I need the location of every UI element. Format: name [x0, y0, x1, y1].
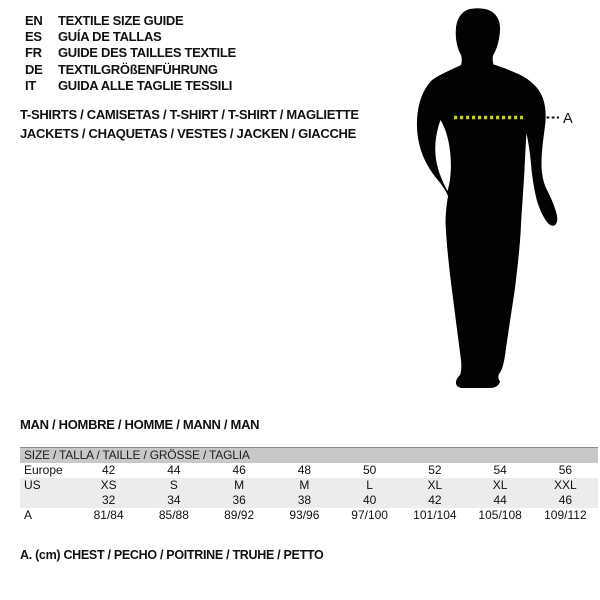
language-code: DE: [25, 61, 43, 77]
language-row: [25, 29, 236, 45]
man-silhouette: [417, 8, 557, 388]
language-label: GUÍA DE TALLAS: [58, 29, 162, 45]
table-cell: 56: [558, 463, 573, 477]
table-cell: L: [366, 478, 373, 492]
garment-categories: [20, 106, 359, 143]
category-line-tshirts: T-SHIRTS / CAMISETAS / T-SHIRT / T-SHIRT / MAGLIETTE: [20, 107, 359, 122]
row-label: [20, 493, 76, 508]
language-label: GUIDE DES TAILLES TEXTILE: [58, 45, 236, 61]
table-cell: 109/112: [544, 508, 587, 522]
table-cell: 42: [428, 493, 442, 507]
table-cell: 44: [167, 463, 181, 477]
table-cell: 105/108: [478, 508, 522, 522]
table-cell: XL: [492, 478, 508, 492]
language-row: [25, 45, 236, 61]
table-row-uk: [20, 493, 598, 508]
size-table: [20, 447, 598, 523]
table-cell: 48: [297, 463, 312, 477]
language-label: GUIDA ALLE TAGLIE TESSILI: [58, 77, 233, 93]
language-legend: [25, 13, 236, 94]
table-row-chest-a: [20, 508, 598, 523]
table-cell: 89/92: [224, 508, 255, 522]
table-cell: XXL: [554, 478, 577, 492]
measurement-footnote: A. (cm) CHEST / PECHO / POITRINE / TRUHE / PETTO: [20, 548, 324, 562]
row-label: Europe: [24, 463, 63, 477]
man-silhouette-figure: [390, 0, 600, 420]
table-cell: 52: [428, 463, 442, 477]
language-label: TEXTILE SIZE GUIDE: [58, 13, 184, 28]
table-cell: 34: [167, 493, 181, 507]
table-row-europe: [20, 463, 598, 478]
table-cell: 97/100: [351, 508, 388, 522]
table-cell: 101/104: [413, 508, 457, 522]
table-cell: 50: [362, 463, 377, 477]
table-cell: 40: [362, 493, 377, 507]
table-cell: 38: [297, 493, 312, 507]
row-label: A: [24, 508, 33, 522]
language-row: [25, 62, 236, 78]
table-cell: 46: [558, 493, 573, 507]
table-cell: 54: [493, 463, 507, 477]
language-code: FR: [25, 45, 42, 61]
table-cell: S: [169, 478, 178, 492]
table-row-us: [20, 478, 598, 493]
table-cell: 46: [232, 463, 246, 477]
table-cell: 85/88: [158, 508, 189, 522]
section-heading-man: MAN / HOMBRE / HOMME / MANN / MAN: [20, 417, 260, 432]
row-label: US: [24, 478, 41, 492]
table-cell: XL: [427, 478, 443, 492]
size-table-header: SIZE / TALLA / TAILLE / GRÖSSE / TAGLIA: [20, 447, 598, 463]
table-cell: 44: [493, 493, 507, 507]
language-code: ES: [25, 29, 42, 45]
language-row: [25, 13, 236, 29]
language-code: EN: [25, 13, 43, 28]
table-cell: 42: [101, 463, 116, 477]
table-cell: M: [299, 478, 310, 492]
language-code: IT: [25, 77, 36, 93]
table-cell: M: [234, 478, 245, 492]
table-cell: 36: [232, 493, 246, 507]
table-cell: 93/96: [289, 508, 320, 522]
table-cell: 32: [101, 493, 116, 507]
language-row: [25, 78, 236, 94]
category-line-jackets: JACKETS / CHAQUETAS / VESTES / JACKEN / GIACCHE: [20, 125, 356, 141]
language-label: TEXTILGRÖßENFÜHRUNG: [58, 61, 218, 77]
measure-label-a: A: [563, 111, 573, 127]
table-cell: XS: [100, 478, 117, 492]
table-cell: 81/84: [93, 508, 124, 522]
